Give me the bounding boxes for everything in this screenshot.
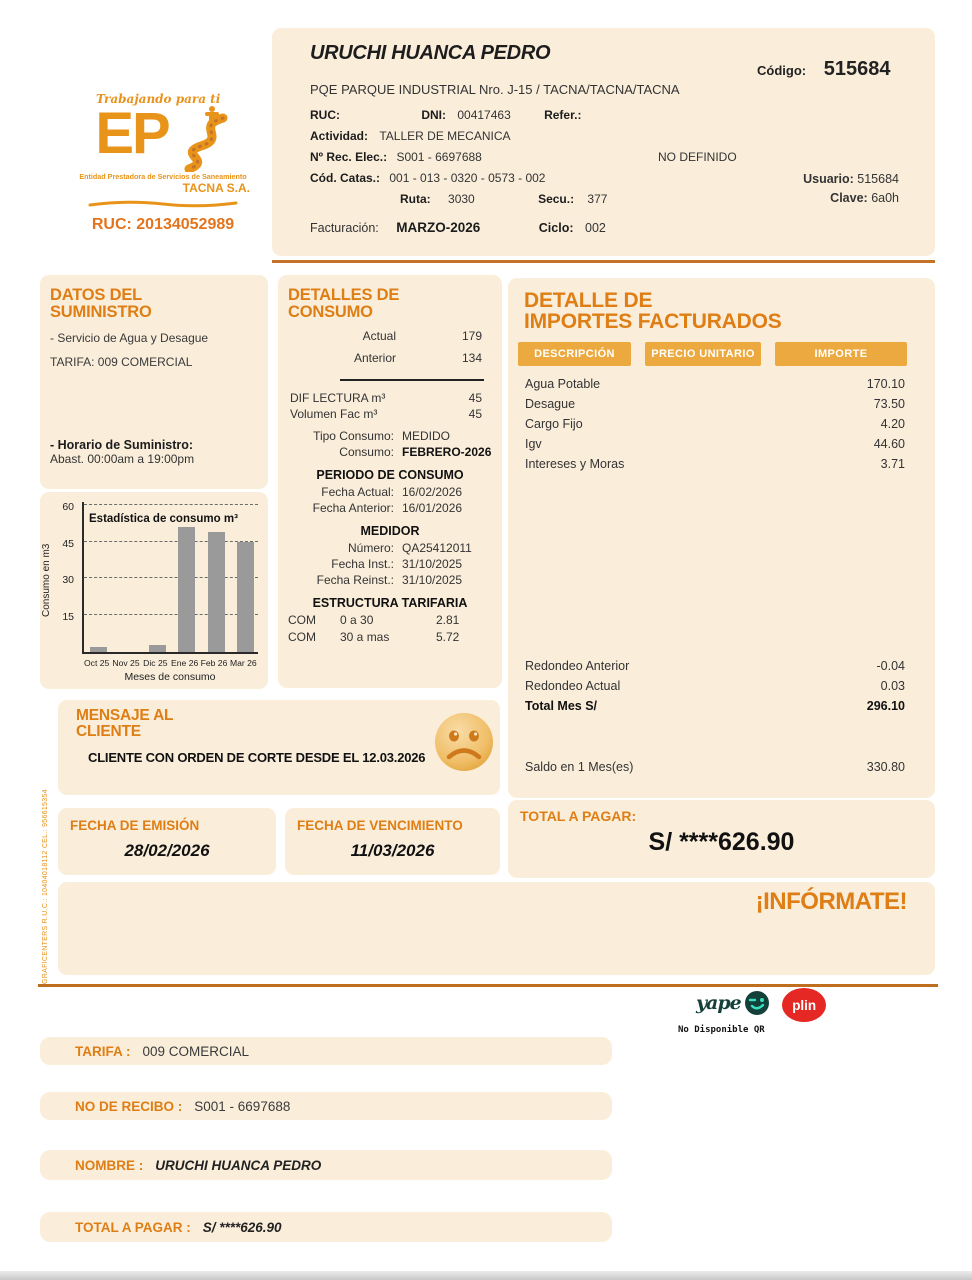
table-row: Intereses y Moras 3.71 <box>525 457 905 471</box>
tipo-consumo-row: Tipo Consumo: MEDIDO <box>313 428 450 443</box>
chart-gridline <box>84 504 258 505</box>
resumen-total-label: TOTAL A PAGAR : <box>75 1219 191 1235</box>
ruta-value: 3030 <box>448 192 475 206</box>
ruta-label: Ruta: <box>400 192 431 206</box>
consumption-chart-plot <box>82 502 258 654</box>
total-pagar-label: TOTAL A PAGAR: <box>520 808 637 824</box>
scan-edge <box>0 1271 972 1280</box>
volumen-fac-row: Volumen Fac m³ 45 <box>290 406 482 421</box>
tarifa-text: TARIFA: 009 COMERCIAL <box>50 354 193 369</box>
column-importe: IMPORTE <box>775 342 907 366</box>
servicio-text: - Servicio de Agua y Desague <box>50 330 209 345</box>
datos-title: DATOS DEL SUMINISTRO <box>50 286 152 321</box>
fecha-vencimiento-panel <box>285 808 500 875</box>
column-descripcion: DESCRIPCIÓN <box>518 342 631 366</box>
plin-logo: plin <box>782 988 826 1022</box>
importes-rows <box>508 374 935 474</box>
actividad-value: TALLER DE MECANICA <box>379 129 511 143</box>
resumen-tarifa-row <box>40 1037 612 1065</box>
redondeo-actual-row: Redondeo Actual 0.03 <box>525 679 905 693</box>
sad-face-icon <box>432 710 496 774</box>
fecha-actual-row: Fecha Actual: 16/02/2026 <box>321 484 463 499</box>
secu-value: 377 <box>587 192 608 206</box>
chart-gridline <box>84 577 258 578</box>
ruc-label: RUC: <box>310 108 340 122</box>
clave-label: Clave: <box>830 191 868 205</box>
table-row: Agua Potable 170.10 <box>525 377 905 391</box>
codigo-field <box>757 58 890 81</box>
chart-gridline <box>84 541 258 542</box>
medidor-heading: MEDIDOR <box>360 523 420 538</box>
customer-header-panel <box>272 28 935 256</box>
catas-value: 001 - 013 - 0320 - 0573 - 002 <box>389 171 546 185</box>
mensaje-title: MENSAJE AL CLIENTE <box>76 707 174 740</box>
chart-x-axis-label: Meses de consumo <box>124 671 216 683</box>
customer-name: URUCHI HUANCA PEDRO <box>310 42 551 64</box>
qr-availability-note: No Disponible QR <box>678 1025 765 1035</box>
payment-methods <box>678 988 838 1035</box>
resumen-tarifa-label: TARIFA : <box>75 1043 131 1059</box>
datos-suministro-panel <box>40 275 268 489</box>
chart-ytick-label: 60 <box>62 500 74 513</box>
resumen-nombre-value: URUCHI HUANCA PEDRO <box>155 1157 322 1173</box>
resumen-recibo-row <box>40 1092 612 1120</box>
chart-xtick-label: Dic 25 <box>143 658 168 668</box>
tarifa-row-2: COM 30 a mas 5.72 <box>288 629 460 644</box>
rec-elec-value: S001 - 6697688 <box>396 150 482 164</box>
resumen-recibo-value: S001 - 6697688 <box>194 1098 291 1114</box>
dni-label: DNI: <box>421 108 447 122</box>
printer-credit-text: GRAFICENTERS R.U.C.: 10404018112 CEL.: 956615354 <box>42 789 49 984</box>
wave-underline-icon <box>88 200 238 208</box>
importes-facturados-panel <box>508 278 935 798</box>
estructura-tarifaria-heading: ESTRUCTURA TARIFARIA <box>312 595 468 610</box>
chart-xtick-label: Feb 26 <box>200 658 228 668</box>
fecha-reinst-row: Fecha Reinst.: 31/10/2025 <box>316 572 463 587</box>
chart-ytick-label: 15 <box>62 611 74 624</box>
facturacion-value: MARZO-2026 <box>396 220 481 235</box>
header-divider <box>272 260 935 263</box>
yape-wink-icon <box>744 990 770 1016</box>
codigo-value: 515684 <box>823 58 891 80</box>
ruta-secu-row <box>400 192 607 206</box>
yape-logo: yape <box>696 990 770 1016</box>
chart-bar <box>178 527 195 652</box>
bottom-divider <box>38 984 938 987</box>
consumo-mes-row: Consumo: FEBRERO-2026 <box>339 444 492 459</box>
chart-xtick-label: Nov 25 <box>112 658 140 668</box>
dni-value: 00417463 <box>457 108 511 122</box>
total-mes-row: Total Mes S/ 296.10 <box>525 699 905 713</box>
horario-label: - Horario de Suministro: <box>50 438 194 452</box>
chart-bar <box>90 647 107 652</box>
rec-elec-label: Nº Rec. Elec.: <box>310 150 388 164</box>
chart-xaxis <box>82 658 258 670</box>
resumen-nombre-row <box>40 1150 612 1180</box>
chart-ytick-label: 30 <box>62 574 74 587</box>
importes-table-header <box>518 342 907 366</box>
horario-value: Abast. 00:00am a 19:00pm <box>50 452 195 466</box>
total-pagar-value: S/ ****626.90 <box>648 828 795 856</box>
fecha-emision-value: 28/02/2026 <box>124 841 210 860</box>
resumen-recibo-label: NO DE RECIBO : <box>75 1098 183 1114</box>
table-row: Cargo Fijo 4.20 <box>525 417 905 431</box>
clave-value: 6a0h <box>871 191 899 205</box>
logo-brand-text: EP <box>95 101 169 166</box>
column-precio-unitario: PRECIO UNITARIO <box>645 342 761 366</box>
ciclo-value: 002 <box>585 221 606 235</box>
mensaje-cliente-panel <box>58 700 500 795</box>
catas-label: Cód. Catas.: <box>310 171 381 185</box>
fecha-vencimiento-title: FECHA DE VENCIMIENTO <box>297 818 463 833</box>
chart-yaxis <box>52 502 76 654</box>
resumen-nombre-label: NOMBRE : <box>75 1157 144 1173</box>
logo-tagline: Trabajando para ti <box>96 92 221 106</box>
chart-gridline <box>84 614 258 615</box>
mensaje-text: CLIENTE CON ORDEN DE CORTE DESDE EL 12.03.2026 <box>88 749 426 765</box>
usuario-label: Usuario: <box>803 172 854 186</box>
informate-text: ¡INFÓRMATE! <box>755 888 907 915</box>
codigo-label: Código: <box>757 63 807 78</box>
fecha-emision-panel <box>58 808 276 875</box>
consumption-chart-panel <box>40 492 268 689</box>
resumen-total-row <box>40 1212 612 1242</box>
lectura-anterior-row: Anterior 134 <box>353 350 482 365</box>
eps-logo <box>58 92 268 233</box>
chart-title: Estadística de consumo m³ <box>89 513 238 525</box>
company-ruc: RUC: 20134052989 <box>91 216 235 233</box>
chart-bar <box>237 542 254 652</box>
fecha-vencimiento-value: 11/03/2026 <box>350 841 435 860</box>
ciclo-label: Ciclo: <box>538 221 574 235</box>
codigo-catastral-row <box>310 171 545 185</box>
fecha-inst-row: Fecha Inst.: 31/10/2025 <box>331 556 463 571</box>
consumo-title: DETALLES DE CONSUMO <box>288 286 400 321</box>
usuario-value: 515684 <box>857 172 899 186</box>
horario-block <box>50 438 194 466</box>
redondeo-anterior-row: Redondeo Anterior -0.04 <box>525 659 905 673</box>
redondeo-block <box>508 656 935 716</box>
fecha-emision-title: FECHA DE EMISIÓN <box>70 818 200 833</box>
total-pagar-panel <box>508 800 935 878</box>
detalles-consumo-panel <box>278 275 502 688</box>
chart-bar <box>149 645 166 652</box>
secu-label: Secu.: <box>538 192 575 206</box>
chart-xtick-label: Ene 26 <box>171 658 199 668</box>
chart-xtick-label: Mar 26 <box>229 658 257 668</box>
importes-title: DETALLE DE IMPORTES FACTURADOS <box>524 289 782 334</box>
informate-panel <box>58 882 935 975</box>
dif-lectura-row: DIF LECTURA m³ 45 <box>290 390 482 405</box>
medidor-numero-row: Número: QA25412011 <box>347 540 472 555</box>
facturacion-label: Facturación: <box>310 221 379 235</box>
logo-company: TACNA S.A. <box>182 181 250 195</box>
customer-address: PQE PARQUE INDUSTRIAL Nro. J-15 / TACNA/TACNA/TACNA <box>310 82 680 97</box>
facturacion-row <box>310 220 606 235</box>
periodo-consumo-heading: PERIODO DE CONSUMO <box>316 467 464 482</box>
resumen-total-value: S/ ****626.90 <box>202 1219 282 1235</box>
chart-xtick-label: Oct 25 <box>84 658 110 668</box>
table-row: Igv 44.60 <box>525 437 905 451</box>
chart-ytick-label: 45 <box>62 537 74 550</box>
recibo-electronico-row <box>310 150 910 164</box>
logo-subtitle: Entidad Prestadora de Servicios de Saneamiento <box>79 172 247 181</box>
water-road-s-icon <box>169 106 231 172</box>
actividad-row <box>310 129 511 143</box>
chart-y-axis-label: Consumo en m3 <box>41 543 52 617</box>
lectura-actual-row: Actual 179 <box>362 328 482 343</box>
lectura-underline <box>340 379 484 381</box>
actividad-label: Actividad: <box>310 129 369 143</box>
table-row: Desague 73.50 <box>525 397 905 411</box>
tarifa-row-1: COM 0 a 30 2.81 <box>288 612 460 627</box>
chart-bar <box>208 532 225 652</box>
ruc-dni-row <box>310 108 581 122</box>
no-definido-text: NO DEFINIDO <box>658 150 737 164</box>
saldo-row: Saldo en 1 Mes(es) 330.80 <box>525 760 905 774</box>
resumen-tarifa-value: 009 COMERCIAL <box>142 1043 250 1059</box>
fecha-anterior-row: Fecha Anterior: 16/01/2026 <box>312 500 463 515</box>
usuario-clave-block <box>803 172 899 210</box>
refer-label: Refer.: <box>544 108 582 122</box>
